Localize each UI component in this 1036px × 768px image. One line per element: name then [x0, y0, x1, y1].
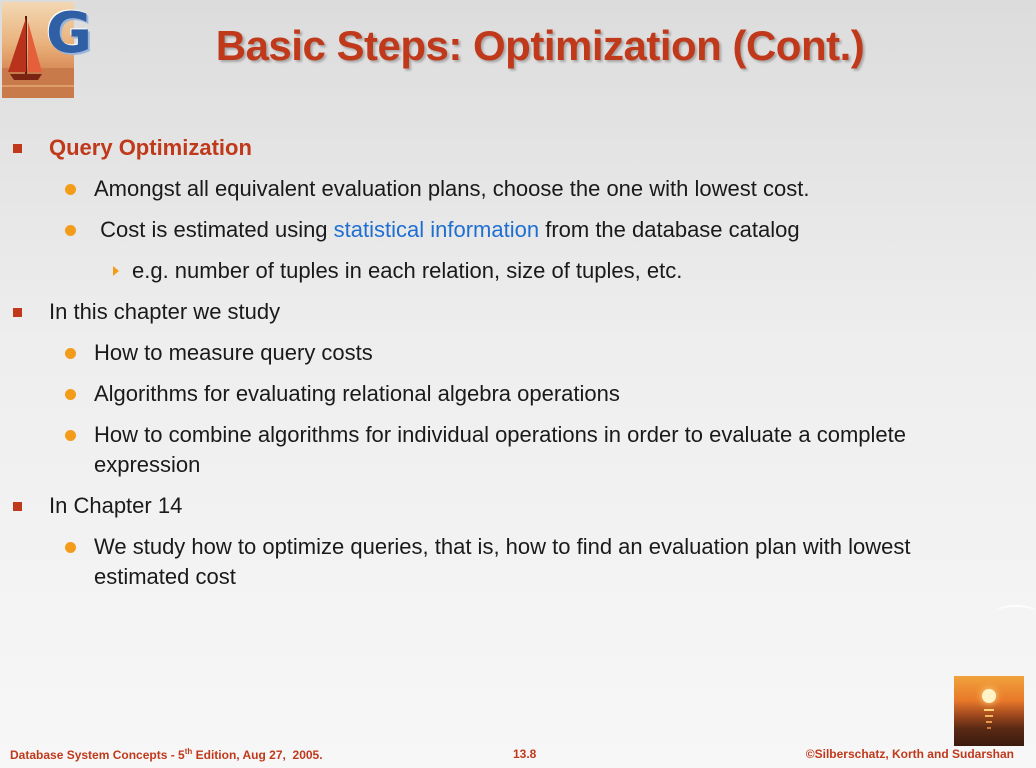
dot-bullet-icon	[65, 542, 76, 553]
list-item	[0, 420, 1000, 480]
dot-bullet-icon	[65, 430, 76, 441]
decorative-swoosh	[996, 605, 1036, 619]
sailboat-logo	[2, 1, 92, 98]
footer-source	[10, 747, 323, 762]
list-item	[0, 297, 1000, 327]
bullet-text: e.g. number of tuples in each relation, size of tuples, etc.	[132, 258, 683, 283]
water-reflection-icon	[954, 676, 1024, 746]
dot-bullet-icon	[65, 225, 76, 236]
sunset-image	[954, 676, 1024, 746]
slide-content	[0, 133, 1000, 603]
dot-bullet-icon	[65, 389, 76, 400]
bullet-text: How to combine algorithms for individual operations in order to evaluate a complete expression	[94, 422, 906, 477]
bullet-text: How to measure query costs	[94, 340, 373, 365]
list-item	[0, 174, 1000, 204]
footer-source-text: Database System Concepts - 5	[10, 748, 185, 762]
square-bullet-icon	[13, 502, 22, 511]
dot-bullet-icon	[65, 348, 76, 359]
bullet-text: We study how to optimize queries, that is, how to find an evaluation plan with lowest estimated cost	[94, 534, 911, 589]
bullet-text-post: from the database catalog	[539, 217, 800, 242]
triangle-bullet-icon	[113, 266, 119, 276]
list-item	[0, 491, 1000, 521]
list-item	[0, 532, 1000, 592]
square-bullet-icon	[13, 144, 22, 153]
bullet-text: Amongst all equivalent evaluation plans, choose the one with lowest cost.	[94, 176, 810, 201]
list-item	[0, 256, 1000, 286]
bullet-text: Query Optimization	[49, 135, 252, 160]
logo-letter: G	[46, 1, 92, 66]
bullet-text: In Chapter 14	[49, 493, 183, 518]
highlighted-term: statistical information	[333, 217, 540, 242]
list-item	[0, 379, 1000, 409]
footer-superscript: th	[184, 747, 193, 756]
bullet-text: Algorithms for evaluating relational algebra operations	[94, 381, 620, 406]
list-item	[0, 215, 1000, 245]
slide-title: Basic Steps: Optimization (Cont.)	[215, 22, 865, 69]
list-item	[0, 133, 1000, 163]
bullet-text: In this chapter we study	[49, 299, 281, 324]
bullet-text-pre: Cost is estimated using	[94, 217, 334, 242]
page-number: 13.8	[513, 747, 537, 761]
list-item	[0, 338, 1000, 368]
footer-copyright: ©Silberschatz, Korth and Sudarshan	[805, 747, 1014, 761]
footer-source-date: Edition, Aug 27, 2005.	[192, 748, 323, 762]
dot-bullet-icon	[65, 184, 76, 195]
square-bullet-icon	[13, 308, 22, 317]
